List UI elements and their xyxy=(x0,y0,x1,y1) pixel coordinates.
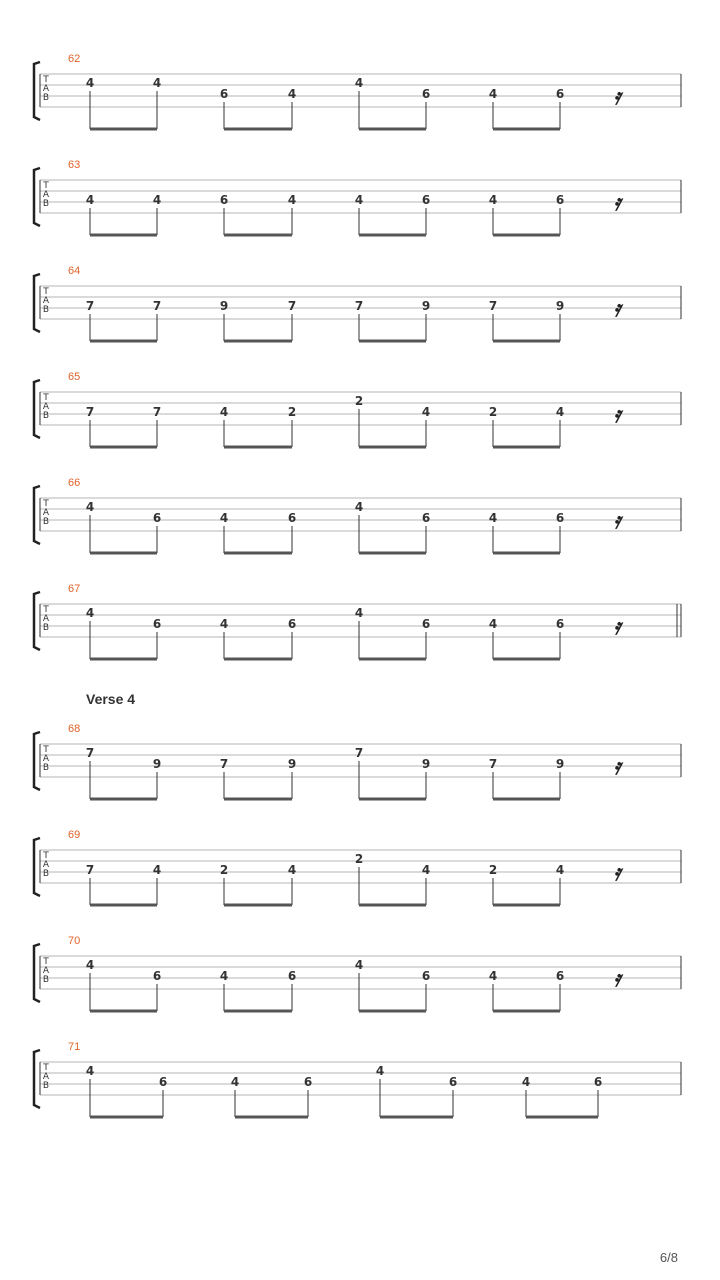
tab-clef-letter: A xyxy=(42,402,50,412)
fret-number: 4 xyxy=(230,1075,240,1089)
fret-number: 4 xyxy=(152,193,162,207)
fret-number: 6 xyxy=(287,969,297,983)
fret-number: 2 xyxy=(488,405,498,419)
fret-number: 9 xyxy=(152,757,162,771)
measure-number: 66 xyxy=(68,477,81,489)
fret-number: 4 xyxy=(488,87,498,101)
fret-number: 7 xyxy=(219,757,229,771)
fret-number: 6 xyxy=(593,1075,603,1089)
tab-clef-letter: B xyxy=(42,975,50,985)
tab-clef-letter: T xyxy=(43,1063,49,1073)
system-bracket xyxy=(34,592,40,650)
fret-number: 6 xyxy=(421,511,431,525)
tab-clef-letter: T xyxy=(43,745,49,755)
fret-number: 6 xyxy=(152,511,162,525)
tab-system-70 xyxy=(34,935,681,1011)
tab-clef-letter: A xyxy=(42,1072,50,1082)
fret-number: 6 xyxy=(421,969,431,983)
system-bracket xyxy=(34,274,40,332)
tab-clef-letter: A xyxy=(42,508,50,518)
tab-clef-letter: B xyxy=(42,93,50,103)
fret-number: 6 xyxy=(421,87,431,101)
fret-number: 7 xyxy=(85,746,95,760)
fret-number: 4 xyxy=(219,405,229,419)
rest-icon: 𝄿 xyxy=(613,402,621,428)
fret-number: 2 xyxy=(354,852,364,866)
fret-number: 6 xyxy=(555,969,565,983)
fret-number: 4 xyxy=(555,863,565,877)
tab-clef-letter: B xyxy=(42,411,50,421)
fret-number: 4 xyxy=(375,1064,385,1078)
fret-number: 6 xyxy=(219,87,229,101)
fret-number: 9 xyxy=(555,299,565,313)
tab-system-62 xyxy=(34,53,681,129)
fret-number: 6 xyxy=(555,617,565,631)
rest-icon: 𝄿 xyxy=(613,614,621,640)
tab-system-69 xyxy=(34,829,681,905)
page-number: 6/8 xyxy=(659,1250,678,1265)
fret-number: 4 xyxy=(421,405,431,419)
fret-number: 4 xyxy=(85,193,95,207)
fret-number: 7 xyxy=(85,299,95,313)
tab-clef-letter: A xyxy=(42,84,50,94)
tab-system-71 xyxy=(34,1041,681,1117)
fret-number: 2 xyxy=(354,394,364,408)
fret-number: 9 xyxy=(555,757,565,771)
tab-clef-letter: A xyxy=(42,296,50,306)
fret-number: 4 xyxy=(85,76,95,90)
rest-icon: 𝄿 xyxy=(613,754,621,780)
fret-number: 6 xyxy=(421,193,431,207)
tab-clef-letter: B xyxy=(42,517,50,527)
fret-number: 7 xyxy=(354,746,364,760)
tab-clef-letter: T xyxy=(43,605,49,615)
fret-number: 4 xyxy=(354,76,364,90)
fret-number: 4 xyxy=(287,863,297,877)
tab-clef-letter: T xyxy=(43,957,49,967)
tab-system-63 xyxy=(34,159,681,235)
fret-number: 2 xyxy=(488,863,498,877)
tab-system-65 xyxy=(34,371,681,447)
system-bracket xyxy=(34,62,40,120)
tab-clef-letter: T xyxy=(43,287,49,297)
measure-number: 70 xyxy=(68,935,81,947)
rest-icon: 𝄿 xyxy=(613,508,621,534)
tab-clef-letter: B xyxy=(42,869,50,879)
fret-number: 4 xyxy=(555,405,565,419)
fret-number: 4 xyxy=(85,958,95,972)
fret-number: 2 xyxy=(219,863,229,877)
system-bracket xyxy=(34,944,40,1002)
system-bracket xyxy=(34,1050,40,1108)
system-bracket xyxy=(34,838,40,896)
tab-clef-letter: B xyxy=(42,1081,50,1091)
fret-number: 4 xyxy=(85,606,95,620)
fret-number: 4 xyxy=(488,511,498,525)
section-label: Verse 4 xyxy=(86,691,136,707)
system-bracket xyxy=(34,732,40,790)
measure-number: 67 xyxy=(68,583,81,595)
system-bracket xyxy=(34,380,40,438)
fret-number: 9 xyxy=(287,757,297,771)
measure-number: 71 xyxy=(68,1041,81,1053)
fret-number: 6 xyxy=(555,87,565,101)
fret-number: 7 xyxy=(354,299,364,313)
measure-number: 68 xyxy=(68,723,81,735)
tab-system-64 xyxy=(34,265,681,341)
tab-clef-letter: B xyxy=(42,305,50,315)
fret-number: 4 xyxy=(219,511,229,525)
fret-number: 6 xyxy=(421,617,431,631)
fret-number: 6 xyxy=(287,617,297,631)
fret-number: 7 xyxy=(152,405,162,419)
tab-clef-letter: A xyxy=(42,966,50,976)
fret-number: 9 xyxy=(421,757,431,771)
system-bracket xyxy=(34,486,40,544)
fret-number: 4 xyxy=(152,863,162,877)
fret-number: 4 xyxy=(354,193,364,207)
tab-clef-letter: T xyxy=(43,393,49,403)
tab-clef-letter: A xyxy=(42,754,50,764)
fret-number: 4 xyxy=(488,617,498,631)
measure-number: 62 xyxy=(68,53,81,65)
fret-number: 6 xyxy=(303,1075,313,1089)
tab-system-68 xyxy=(34,723,681,799)
fret-number: 6 xyxy=(152,617,162,631)
rest-icon: 𝄿 xyxy=(613,966,621,992)
fret-number: 6 xyxy=(448,1075,458,1089)
fret-number: 6 xyxy=(219,193,229,207)
fret-number: 6 xyxy=(555,511,565,525)
fret-number: 4 xyxy=(85,1064,95,1078)
measure-number: 63 xyxy=(68,159,81,171)
fret-number: 7 xyxy=(488,757,498,771)
fret-number: 4 xyxy=(287,87,297,101)
fret-number: 4 xyxy=(521,1075,531,1089)
fret-number: 4 xyxy=(219,969,229,983)
fret-number: 4 xyxy=(488,969,498,983)
fret-number: 7 xyxy=(287,299,297,313)
fret-number: 7 xyxy=(488,299,498,313)
tab-clef-letter: A xyxy=(42,190,50,200)
fret-number: 9 xyxy=(219,299,229,313)
fret-number: 6 xyxy=(287,511,297,525)
tab-system-66 xyxy=(34,477,681,553)
fret-number: 9 xyxy=(421,299,431,313)
tab-clef-letter: B xyxy=(42,199,50,209)
fret-number: 4 xyxy=(85,500,95,514)
tab-system-67 xyxy=(34,583,681,659)
tab-clef-letter: T xyxy=(43,181,49,191)
fret-number: 7 xyxy=(85,405,95,419)
fret-number: 4 xyxy=(354,958,364,972)
tab-clef-letter: T xyxy=(43,75,49,85)
fret-number: 4 xyxy=(152,76,162,90)
measure-number: 64 xyxy=(68,265,81,277)
fret-number: 7 xyxy=(152,299,162,313)
fret-number: 4 xyxy=(354,500,364,514)
fret-number: 4 xyxy=(421,863,431,877)
tab-clef-letter: T xyxy=(43,499,49,509)
measure-number: 69 xyxy=(68,829,81,841)
fret-number: 4 xyxy=(287,193,297,207)
rest-icon: 𝄿 xyxy=(613,860,621,886)
tab-clef-letter: A xyxy=(42,614,50,624)
fret-number: 2 xyxy=(287,405,297,419)
tab-clef-letter: B xyxy=(42,763,50,773)
system-bracket xyxy=(34,168,40,226)
fret-number: 4 xyxy=(354,606,364,620)
fret-number: 6 xyxy=(158,1075,168,1089)
measure-number: 65 xyxy=(68,371,81,383)
rest-icon: 𝄿 xyxy=(613,296,621,322)
fret-number: 4 xyxy=(219,617,229,631)
fret-number: 6 xyxy=(152,969,162,983)
fret-number: 4 xyxy=(488,193,498,207)
rest-icon: 𝄿 xyxy=(613,190,621,216)
fret-number: 7 xyxy=(85,863,95,877)
tab-clef-letter: A xyxy=(42,860,50,870)
tab-clef-letter: T xyxy=(43,851,49,861)
tab-clef-letter: B xyxy=(42,623,50,633)
fret-number: 6 xyxy=(555,193,565,207)
rest-icon: 𝄿 xyxy=(613,84,621,110)
